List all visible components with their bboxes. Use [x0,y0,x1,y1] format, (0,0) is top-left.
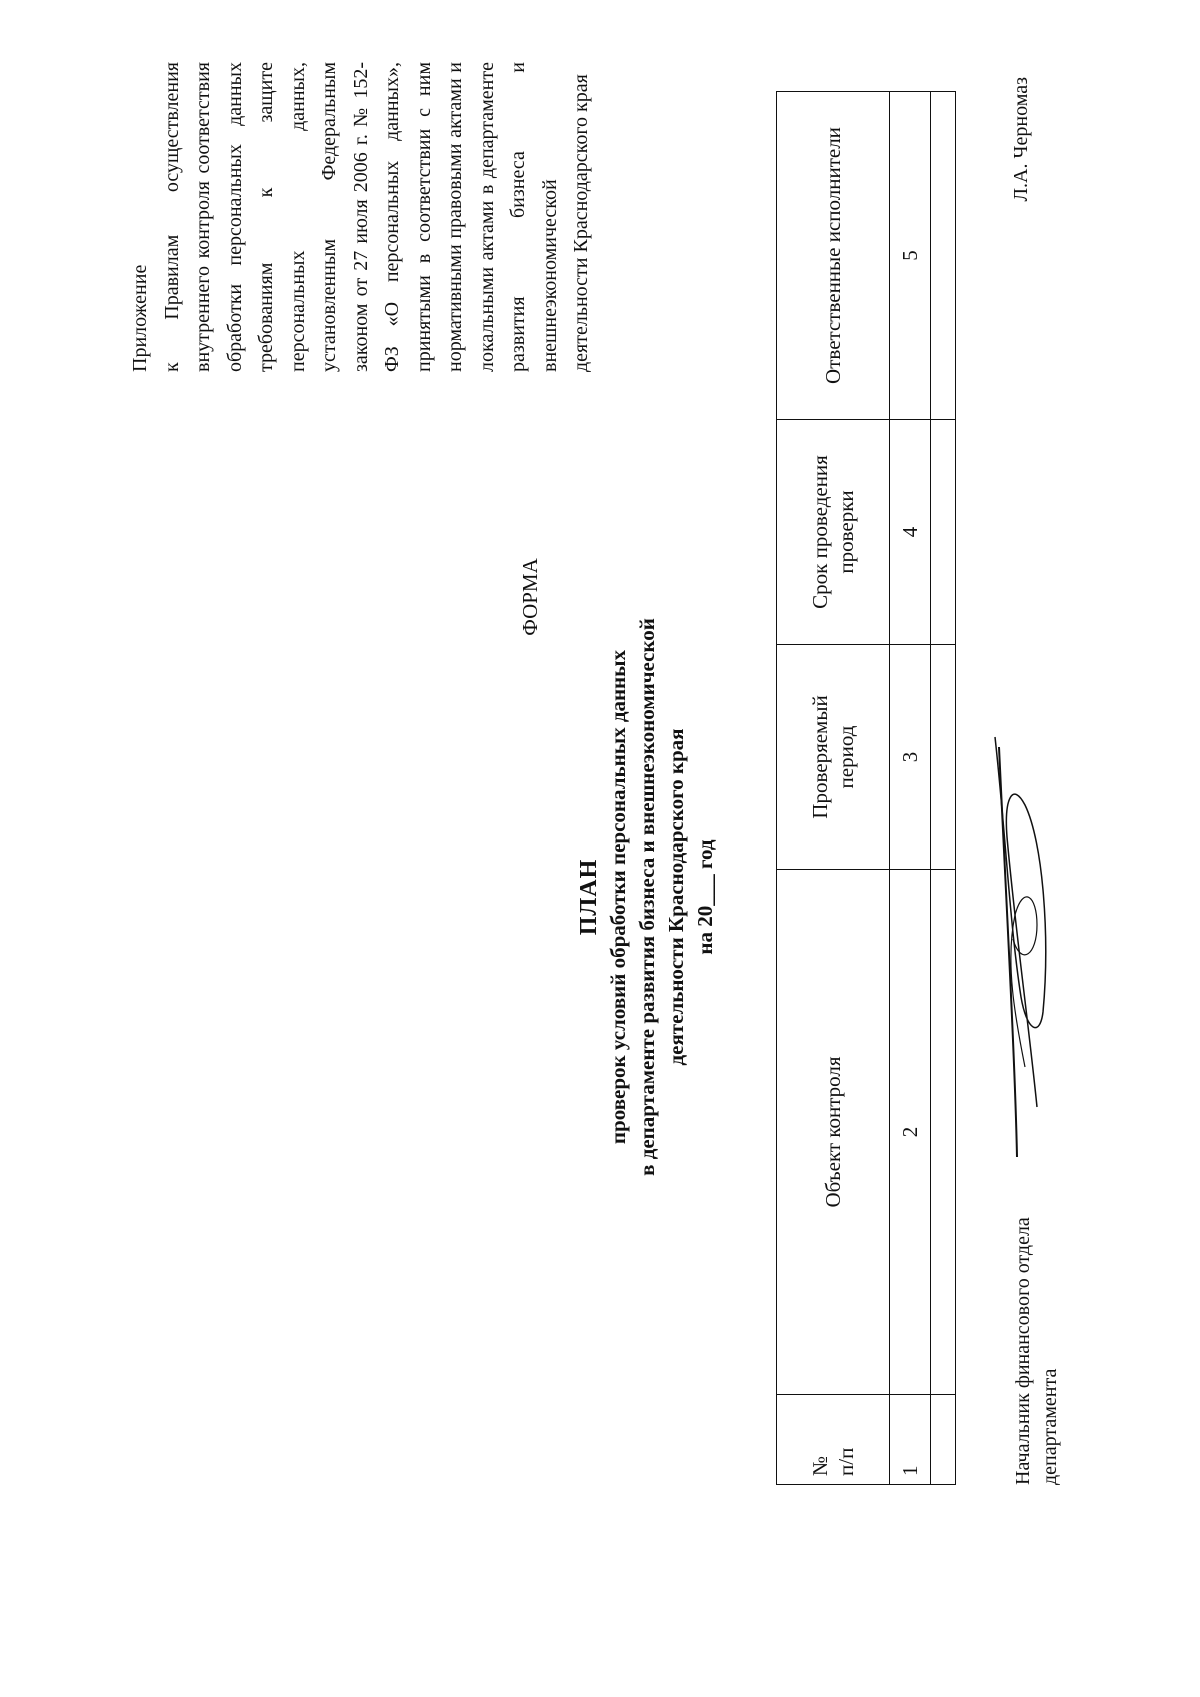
plan-subtitle-line-2: в департаменте развития бизнеса и внешнеэкономической [635,618,659,1176]
column-number-1: 1 [890,1395,931,1485]
table-row [890,92,931,1485]
column-number-3: 3 [890,645,931,870]
form-label: ФОРМА [518,558,542,636]
plan-heading [575,617,720,1177]
empty-cell [931,92,956,420]
header-term-line-1: Срок проведения [808,455,832,609]
header-number-abbrev: п/п [834,1447,858,1476]
handwritten-signature [955,717,1065,1177]
header-number-sign: № [808,1455,832,1476]
header-cell-period [777,645,890,870]
column-number-2: 2 [890,870,931,1395]
empty-cell [931,870,956,1395]
signer-position-line-1: Начальник финансового отдела [1012,1217,1034,1485]
header-cell-object [777,870,890,1395]
plan-subtitle-line-1: проверок условий обработки персональных данных [606,649,630,1145]
header-period-line-2: период [834,725,858,789]
plan-year-line: на 20___ год [693,839,717,955]
header-executors-label: Ответственные исполнители [821,127,845,384]
table-header-row [777,92,890,1485]
signer-position [1010,1125,1064,1485]
appendix-body: к Правилам осуществления внутреннего контроля соответствия обработки персональных данных требованиям к защите персональных данных, установленным Федеральным законом от 27 июля 2006 г. № 152-ФЗ «О персональных данных», принятыми в соответствии с ним нормативными правовыми актами и локальными актами в департаменте развития бизнеса и внешнеэкономической деятельности Краснодарского края [160,62,592,372]
header-cell-executors [777,92,890,420]
empty-cell [931,645,956,870]
plan-table [776,91,956,1485]
plan-subtitle-line-3: деятельности Краснодарского края [664,728,688,1066]
header-object-label: Объект контроля [821,1056,845,1208]
appendix-title: Приложение [129,264,151,372]
empty-cell [931,1395,956,1485]
appendix-block [125,62,598,372]
column-number-4: 4 [890,420,931,645]
plan-title: ПЛАН [576,858,602,936]
header-cell-number [777,1395,890,1485]
signer-name: Л.А. Черномаз [1010,77,1032,202]
signer-position-line-2: департамента [1039,1368,1061,1485]
empty-cell [931,420,956,645]
header-period-line-1: Проверяемый [808,695,832,819]
header-term-line-2: проверки [834,490,858,574]
header-cell-term [777,420,890,645]
column-number-5: 5 [890,92,931,420]
table-row [931,92,956,1485]
